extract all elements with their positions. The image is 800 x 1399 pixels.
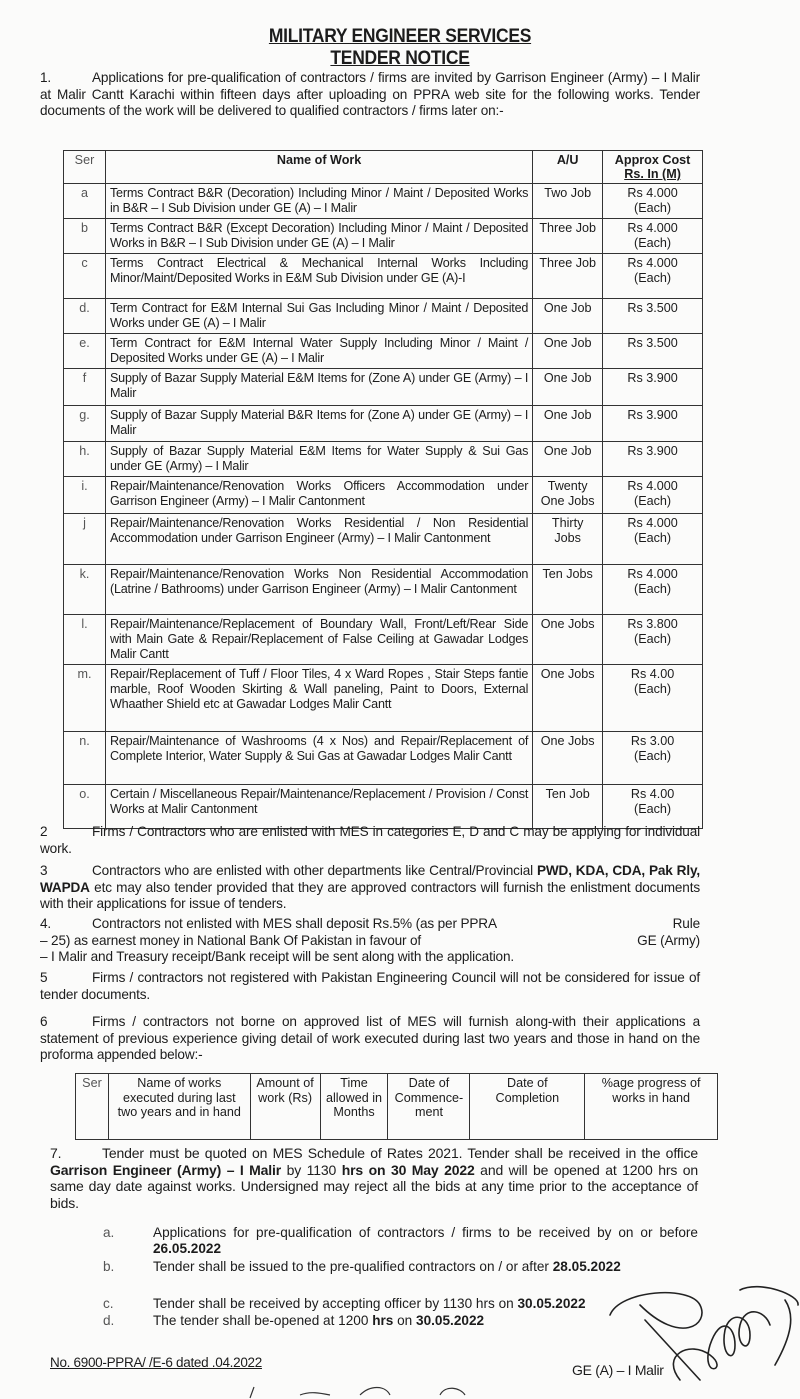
paragraph-text: Firms / contractors not borne on approved list of MES will furnish along-with their applications a statement of previous experience giving detail of work executed during last two years and those in hand on the proforma appended below:- (40, 1014, 700, 1062)
cost-value: Rs 4.00 (630, 667, 675, 681)
cost-value: Rs 3.900 (627, 408, 678, 422)
row-cost (603, 565, 703, 615)
row-au: One Job (533, 299, 603, 334)
cost-value: Rs 4.000 (627, 186, 678, 200)
cost-each: (Each) (634, 749, 672, 763)
schedule-letter: c. (103, 1296, 114, 1311)
row-name: Repair/Maintenance/Renovation Works Residential / Non Residential Accommodation under Garrison Engineer (Army) – I Malir Cantonment (105, 514, 532, 565)
row-au: One Jobs (533, 665, 603, 732)
row-cost (603, 406, 703, 442)
signatory: GE (A) – I Malir (572, 1362, 664, 1378)
cost-each: (Each) (634, 494, 672, 508)
row-au: One Job (533, 406, 603, 442)
col-header-name: Name of Work (105, 151, 532, 184)
paragraph-text-line2-right: GE (Army) (637, 932, 700, 948)
schedule-date: 28.05.2022 (552, 1259, 621, 1274)
schedule-text (153, 1259, 698, 1275)
proforma-table (75, 1073, 718, 1140)
row-name: Supply of Bazar Supply Material B&R Items for (Zone A) under GE (Army) – I Malir (105, 406, 532, 442)
paragraph-text: Firms / Contractors who are enlisted with MES in categories E, D and C may be applying for individual work. (40, 824, 700, 856)
row-cost (603, 219, 703, 254)
row-cost (603, 514, 703, 565)
paragraph-text: Contractors who are enlisted with other departments like Central/Provincial (92, 863, 537, 878)
paragraph-text-cont: etc may also tender provided that they are approved contractors will furnish the enlistment documents with their applications for issue of tenders. (40, 879, 700, 911)
row-ser: j (64, 514, 106, 565)
table-row (64, 785, 703, 829)
paragraph-5 (40, 970, 700, 1003)
row-au: One Jobs (533, 615, 603, 665)
schedule-text-body: on (393, 1313, 417, 1328)
cost-value: Rs 3.00 (630, 734, 675, 748)
row-au: One Job (533, 369, 603, 406)
row-cost (603, 665, 703, 732)
row-au: Twenty One Jobs (533, 477, 603, 514)
paragraph-2 (40, 824, 700, 857)
table-row (64, 665, 703, 732)
table-row (64, 219, 703, 254)
paragraph-text: Firms / contractors not registered with Pakistan Engineering Council will not be considered for issue of tender documents. (40, 970, 700, 1002)
paragraph-text-line3: – I Malir and Treasury receipt/Bank receipt will be sent along with the application. (40, 949, 515, 964)
row-au: One Jobs (533, 732, 603, 785)
cost-value: Rs 4.000 (627, 516, 678, 530)
proforma-col-commencement: Date of Commence-ment (388, 1074, 470, 1140)
works-table (63, 150, 703, 829)
row-ser: d. (64, 299, 106, 334)
row-au: Two Job (533, 184, 603, 219)
row-cost (603, 369, 703, 406)
proforma-col-completion: Date of Completion (470, 1074, 585, 1140)
row-au: Three Job (533, 254, 603, 299)
paragraph-text: Tender must be quoted on MES Schedule of Rates 2021. Tender shall be received in the office (102, 1145, 698, 1161)
row-ser: n. (64, 732, 106, 785)
row-ser: m. (64, 665, 106, 732)
row-cost (603, 615, 703, 665)
table-row (64, 406, 703, 442)
row-ser: h. (64, 442, 106, 477)
row-cost (603, 477, 703, 514)
paragraph-number: 7. (50, 1145, 62, 1161)
paragraph-number: 3 (40, 863, 48, 878)
row-au: Ten Jobs (533, 565, 603, 615)
paragraph-1 (40, 70, 700, 120)
table-header-row (64, 151, 703, 184)
cost-value: Rs 3.900 (627, 444, 678, 458)
cost-each: (Each) (634, 236, 672, 250)
cost-each: (Each) (634, 802, 672, 816)
schedule-bold: hrs (372, 1313, 394, 1328)
paragraph-6 (40, 1014, 700, 1064)
cost-each: (Each) (634, 582, 672, 596)
schedule-text-body: Tender shall be issued to the pre-qualified contractors on / or after (153, 1259, 553, 1274)
reference-number: No. 6900-PPRA/ /E-6 dated .04.2022 (50, 1355, 262, 1370)
row-ser: e. (64, 334, 106, 369)
row-ser: c (64, 254, 106, 299)
paragraph-number: 6 (40, 1014, 48, 1029)
row-name: Terms Contract Electrical & Mechanical Internal Works Including Minor/Maint/Deposited Works in E&M Sub Division under GE (A)-I (105, 254, 532, 299)
table-row (64, 334, 703, 369)
col-header-au: A/U (533, 151, 603, 184)
row-ser: a (64, 184, 106, 219)
row-name: Repair/Maintenance/Replacement of Boundary Wall, Front/Left/Rear Side with Main Gate & Repair/Replacement of False Ceiling at Gawadar Lodges Malir Cantt (105, 615, 532, 665)
proforma-col-ser: Ser (76, 1074, 109, 1140)
office-name: Garrison Engineer (Army) – I Malir (50, 1161, 282, 1178)
schedule-date: 26.05.2022 (153, 1241, 222, 1256)
table-row (64, 442, 703, 477)
row-au: One Job (533, 442, 603, 477)
col-header-ser: Ser (64, 151, 106, 184)
schedule-date: 30.05.2022 (517, 1296, 586, 1311)
departments-list: PWD, KDA, CDA, Pak Rly, WAPDA (40, 863, 701, 895)
row-name: Terms Contract B&R (Decoration) Including Minor / Maint / Deposited Works in B&R – I Sub Division under GE (A) – I Malir (105, 184, 532, 219)
row-name: Terms Contract B&R (Except Decoration) Including Minor / Maint / Deposited Works in B&R – I Sub Division under GE (A) – I Malir (105, 219, 532, 254)
paragraph-text-line2: – 25) as earnest money in National Bank Of Pakistan in favour of (40, 932, 422, 948)
row-name: Repair/Maintenance of Washrooms (4 x Nos) and Repair/Replacement of Complete Interior, Water Supply & Sui Gas at Gawadar Lodges Malir Cantt (105, 732, 532, 785)
schedule-letter: b. (103, 1259, 115, 1274)
signature-icon (560, 1285, 800, 1390)
row-name: Supply of Bazar Supply Material E&M Items for (Zone A) under GE (Army) – I Malir (105, 369, 532, 406)
table-row (64, 369, 703, 406)
schedule-text-body: Applications for pre-qualification of contractors / firms to be received by on or before (153, 1225, 698, 1240)
schedule-date: 30.05.2022 (416, 1313, 485, 1328)
cost-value: Rs 3.500 (627, 336, 678, 350)
row-ser: l. (64, 615, 106, 665)
cost-value: Rs 4.000 (627, 479, 678, 493)
paragraph-text-line1-right: Rule (672, 916, 700, 931)
table-row (64, 299, 703, 334)
schedule-text-body: Tender shall be received by accepting officer by 1130 hrs on (153, 1296, 518, 1311)
cost-value: Rs 4.000 (627, 221, 678, 235)
proforma-header-row (76, 1074, 718, 1140)
schedule-text (153, 1225, 698, 1257)
row-name: Repair/Maintenance/Renovation Works Officers Accommodation under Garrison Engineer (Army) – I Malir Cantonment (105, 477, 532, 514)
paragraph-number: 2 (40, 824, 48, 839)
paragraph-number: 5 (40, 970, 48, 985)
row-ser: i. (64, 477, 106, 514)
row-name: Supply of Bazar Supply Material E&M Items for Water Supply & Sui Gas under GE (Army) – I Malir (105, 442, 532, 477)
paragraph-number: 4. (40, 916, 52, 931)
row-ser: b (64, 219, 106, 254)
cost-value: Rs 4.000 (627, 567, 678, 581)
deadline-date: hrs on 30 May 2022 (341, 1161, 475, 1178)
cost-header-line1: Approx Cost (614, 153, 691, 167)
row-name: Repair/Replacement of Tuff / Floor Tiles, 4 x Ward Ropes , Stair Steps fantie marble, Roof Wooden Skirting & Wall paneling, Paint to Doors, External Whaather Shield etc at Gawadar Lodges Malir Cantt (105, 665, 532, 732)
cost-each: (Each) (634, 632, 672, 646)
paragraph-7 (50, 1145, 698, 1211)
row-cost (603, 299, 703, 334)
table-row (64, 565, 703, 615)
table-row (64, 184, 703, 219)
cost-value: Rs 3.500 (627, 301, 678, 315)
col-header-cost (603, 151, 703, 184)
paragraph-4 (40, 916, 700, 966)
row-au: Ten Job (533, 785, 603, 829)
row-cost (603, 442, 703, 477)
paragraph-text-cont: by 1130 (281, 1161, 342, 1178)
proforma-col-time: Time allowed in Months (320, 1074, 388, 1140)
row-ser: f (64, 369, 106, 406)
row-cost (603, 254, 703, 299)
proforma-col-progress: %age progress of works in hand (585, 1074, 718, 1140)
proforma-col-amount: Amount of work (Rs) (250, 1074, 320, 1140)
row-cost (603, 334, 703, 369)
row-ser: k. (64, 565, 106, 615)
table-row (64, 514, 703, 565)
cost-each: (Each) (634, 271, 672, 285)
row-ser: g. (64, 406, 106, 442)
schedule-letter: a. (103, 1225, 115, 1240)
paragraph-text-line1: Contractors not enlisted with MES shall deposit Rs.5% (as per PPRA (92, 916, 497, 931)
row-name: Term Contract for E&M Internal Water Supply Including Minor / Maint / Deposited Works under GE (A) – I Malir (105, 334, 532, 369)
table-row (64, 615, 703, 665)
row-au: One Job (533, 334, 603, 369)
row-name: Term Contract for E&M Internal Sui Gas Including Minor / Maint / Deposited Works under GE (A) – I Malir (105, 299, 532, 334)
row-ser: o. (64, 785, 106, 829)
cost-value: Rs 3.900 (627, 371, 678, 385)
cost-value: Rs 4.00 (630, 787, 675, 801)
cost-each: (Each) (634, 682, 672, 696)
table-row (64, 254, 703, 299)
paragraph-text: Applications for pre-qualification of contractors / firms are invited by Garrison Engineer (Army) – I Malir at Malir Cantt Karachi within fifteen days after uploading on PPRA web site for the following works. Tender documents of the work will be delivered to qualified contractors / firms later on:- (40, 70, 700, 118)
paragraph-text-end: and will be opened at 1200 hrs on same day date against works. Undersigned may reject all the bids at any time prior to the acceptance of bids. (50, 1161, 699, 1211)
table-row (64, 477, 703, 514)
row-cost (603, 732, 703, 785)
handwriting-mark-icon (240, 1383, 500, 1399)
schedule-letter: d. (103, 1313, 115, 1328)
page-title: TENDER NOTICE (330, 48, 470, 69)
row-name: Repair/Maintenance/Renovation Works Non Residential Accommodation (Latrine / Bathrooms) under Garrison Engineer (Army) – I Malir Cantonment (105, 565, 532, 615)
cost-header-line2: Rs. In (M) (624, 167, 681, 181)
row-au: Three Job (533, 219, 603, 254)
cost-value: Rs 4.000 (627, 256, 678, 270)
row-name: Certain / Miscellaneous Repair/Maintenance/Replacement / Provision / Const Works at Malir Cantonment (105, 785, 532, 829)
row-au: Thirty Jobs (533, 514, 603, 565)
paragraph-3 (40, 863, 700, 913)
table-row (64, 732, 703, 785)
row-cost (603, 785, 703, 829)
schedule-text-body: The tender shall be-opened at 1200 (153, 1313, 373, 1328)
org-title: MILITARY ENGINEER SERVICES (268, 26, 532, 47)
cost-each: (Each) (634, 201, 672, 215)
cost-value: Rs 3.800 (627, 617, 678, 631)
proforma-col-name: Name of works executed during last two years and in hand (108, 1074, 250, 1140)
paragraph-number: 1. (40, 70, 52, 85)
row-cost (603, 184, 703, 219)
cost-each: (Each) (634, 531, 672, 545)
